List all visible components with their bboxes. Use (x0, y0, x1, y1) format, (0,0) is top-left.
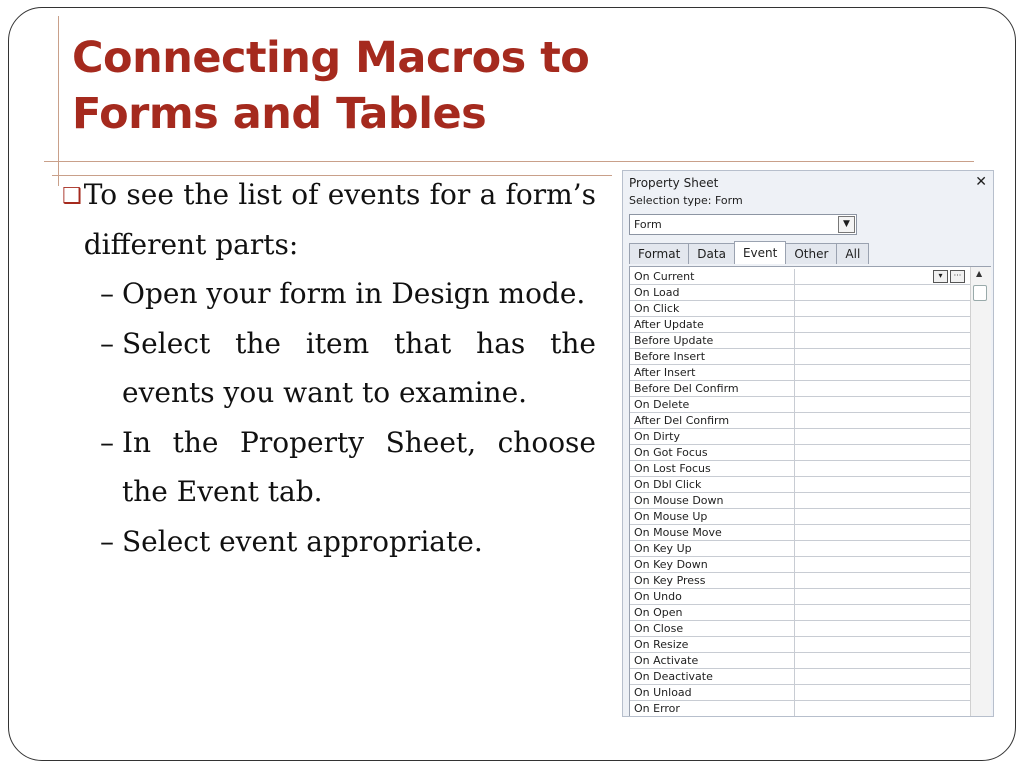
property-row-label: On Open (634, 606, 683, 619)
column-divider (794, 477, 795, 493)
main-bullet (62, 170, 596, 269)
column-divider (794, 605, 795, 621)
sub-bullet-text: In the Property Sheet, choose the Event tab. (122, 425, 596, 508)
property-row-label: On Lost Focus (634, 462, 711, 475)
column-divider (794, 381, 795, 397)
property-row-label: On Close (634, 622, 684, 635)
property-row[interactable] (630, 349, 970, 365)
property-row[interactable] (630, 589, 970, 605)
column-divider (794, 269, 795, 285)
column-divider (794, 541, 795, 557)
property-row-label: On Mouse Down (634, 494, 724, 507)
property-row[interactable] (630, 365, 970, 381)
property-row[interactable] (630, 333, 970, 349)
sub-bullet-text: Select the item that has the events you want to examine. (122, 326, 596, 409)
property-row-label: On Mouse Up (634, 510, 708, 523)
property-row-label: On Error (634, 702, 680, 715)
property-row-label: On Key Down (634, 558, 708, 571)
property-row-label: On Mouse Move (634, 526, 722, 539)
property-row[interactable] (630, 525, 970, 541)
scroll-up-arrow-icon[interactable]: ▲ (976, 269, 983, 278)
property-row[interactable] (630, 493, 970, 509)
property-row-label: After Update (634, 318, 704, 331)
column-divider (794, 349, 795, 365)
property-row[interactable] (630, 269, 970, 285)
property-row[interactable] (630, 381, 970, 397)
property-row-label: On Deactivate (634, 670, 713, 683)
property-sheet-title: Property Sheet (629, 176, 719, 190)
property-row[interactable] (630, 557, 970, 573)
close-icon[interactable]: ✕ (975, 174, 987, 190)
property-row[interactable] (630, 509, 970, 525)
property-row-label: On Got Focus (634, 446, 708, 459)
dash-marker: – (100, 425, 114, 459)
property-row-label: On Key Press (634, 574, 706, 587)
column-divider (794, 685, 795, 701)
scrollbar-thumb[interactable] (973, 285, 987, 301)
tab-other[interactable]: Other (785, 243, 837, 264)
column-divider (794, 445, 795, 461)
column-divider (794, 397, 795, 413)
property-row[interactable] (630, 637, 970, 653)
chevron-down-icon[interactable]: ▼ (838, 216, 855, 233)
selection-type-label: Selection type: Form (629, 194, 743, 207)
property-row-label: On Activate (634, 654, 699, 667)
sub-bullet-text: Select event appropriate. (122, 524, 483, 558)
tab-event[interactable]: Event (734, 241, 786, 264)
property-row[interactable] (630, 413, 970, 429)
column-divider (794, 429, 795, 445)
slide-title-line-2: Forms and Tables (72, 89, 487, 139)
property-row-label: On Current (634, 270, 695, 283)
property-row-label: On Resize (634, 638, 689, 651)
sub-bullet (100, 517, 596, 567)
property-row-label: On Click (634, 302, 680, 315)
sub-bullet-text: Open your form in Design mode. (122, 277, 586, 310)
property-tabs (629, 243, 868, 264)
event-property-grid (629, 266, 991, 716)
property-row-label: On Undo (634, 590, 682, 603)
property-row[interactable] (630, 541, 970, 557)
property-row-label: Before Insert (634, 350, 706, 363)
title-horizontal-rule (44, 161, 974, 162)
property-sheet-panel (622, 170, 994, 717)
tab-format[interactable]: Format (629, 243, 689, 264)
property-row[interactable] (630, 461, 970, 477)
property-row-label: After Del Confirm (634, 414, 730, 427)
property-row-label: On Load (634, 286, 680, 299)
property-row-label: On Dbl Click (634, 478, 702, 491)
slide-title (72, 30, 589, 142)
builder-ellipsis-icon[interactable]: ··· (950, 270, 965, 283)
column-divider (794, 365, 795, 381)
property-row[interactable] (630, 701, 970, 717)
property-row-label: On Unload (634, 686, 692, 699)
column-divider (794, 637, 795, 653)
property-row[interactable] (630, 429, 970, 445)
column-divider (794, 333, 795, 349)
column-divider (794, 557, 795, 573)
property-row[interactable] (630, 285, 970, 301)
property-row[interactable] (630, 301, 970, 317)
dash-marker: – (100, 326, 114, 360)
column-divider (794, 701, 795, 717)
column-divider (794, 573, 795, 589)
column-divider (794, 301, 795, 317)
column-divider (794, 669, 795, 685)
column-divider (794, 509, 795, 525)
column-divider (794, 285, 795, 301)
property-row[interactable] (630, 621, 970, 637)
checkbox-bullet-icon: ❑ (62, 184, 82, 209)
dash-marker: – (100, 524, 114, 558)
column-divider (794, 317, 795, 333)
property-row-label: Before Update (634, 334, 714, 347)
property-row-label: On Dirty (634, 430, 680, 443)
sub-bullet (100, 418, 596, 517)
column-divider (794, 493, 795, 509)
property-row[interactable] (630, 477, 970, 493)
selection-combo-value: Form (634, 218, 662, 231)
main-bullet-text: To see the list of events for a form’s different parts: (83, 178, 596, 261)
dash-marker: – (100, 277, 114, 310)
column-divider (794, 653, 795, 669)
selection-combo-box[interactable] (629, 214, 857, 235)
property-row[interactable] (630, 445, 970, 461)
property-row[interactable] (630, 653, 970, 669)
vertical-scrollbar[interactable] (970, 267, 991, 717)
property-row[interactable] (630, 573, 970, 589)
property-row-label: After Insert (634, 366, 696, 379)
column-divider (794, 413, 795, 429)
property-row[interactable] (630, 605, 970, 621)
sub-bullet (100, 269, 596, 319)
property-row[interactable] (630, 685, 970, 701)
property-row-label: Before Del Confirm (634, 382, 739, 395)
property-row[interactable] (630, 317, 970, 333)
property-row-label: On Delete (634, 398, 690, 411)
sub-bullet (100, 319, 596, 418)
property-row[interactable] (630, 397, 970, 413)
column-divider (794, 525, 795, 541)
tab-all[interactable]: All (836, 243, 869, 264)
property-row[interactable] (630, 669, 970, 685)
slide-body (62, 170, 596, 566)
slide-title-line-1: Connecting Macros to (72, 33, 590, 83)
column-divider (794, 589, 795, 605)
tab-data[interactable]: Data (688, 243, 735, 264)
dropdown-arrow-icon[interactable]: ▾ (933, 270, 948, 283)
column-divider (794, 621, 795, 637)
property-row-label: On Key Up (634, 542, 692, 555)
column-divider (794, 461, 795, 477)
